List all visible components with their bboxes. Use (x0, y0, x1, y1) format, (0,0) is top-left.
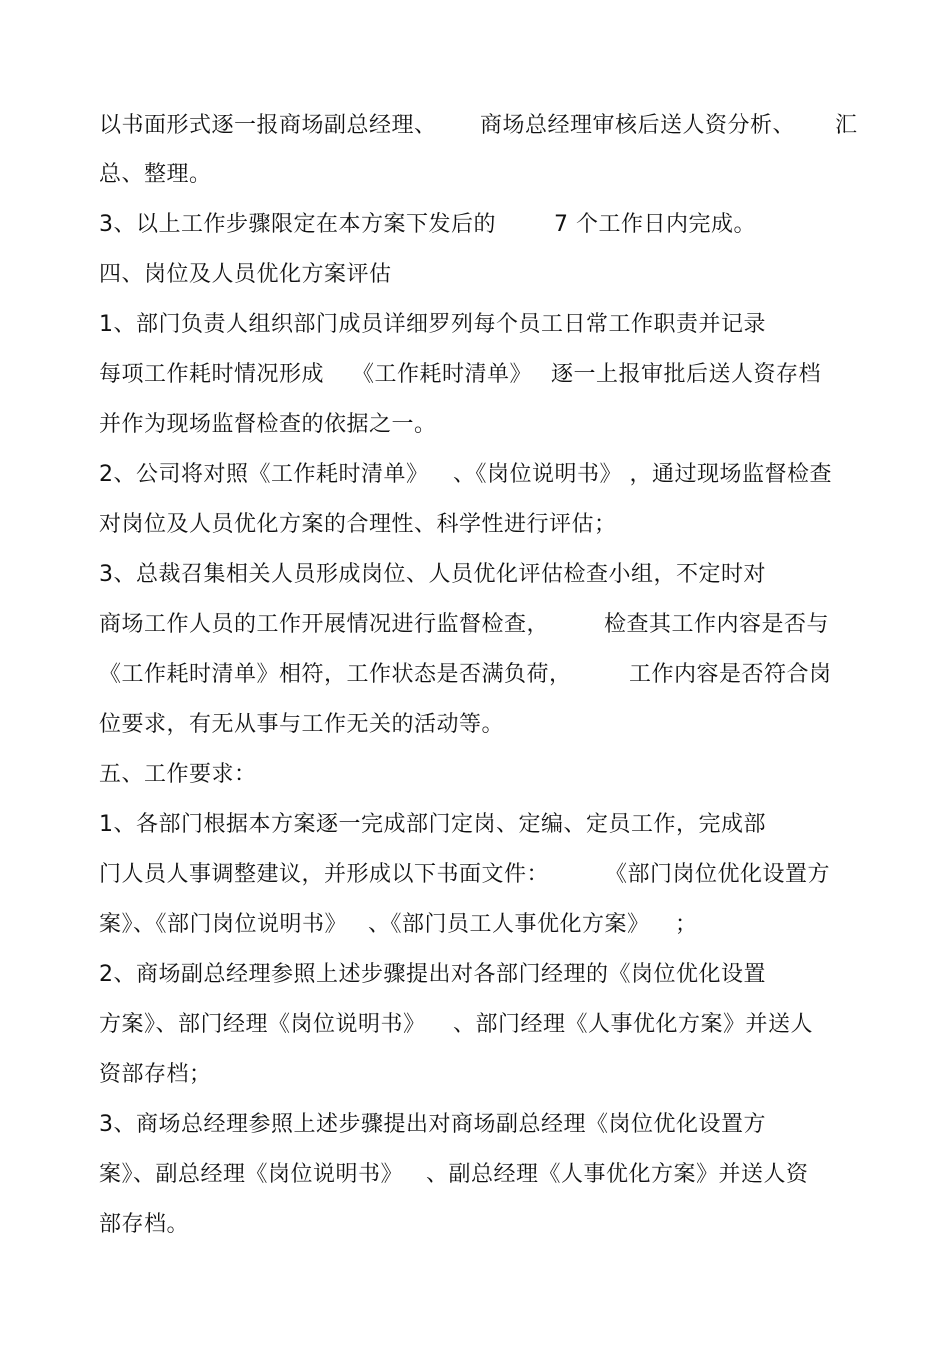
text-segment: 1、各部门根据本方案逐一完成部门定岗、定编、定员工作，完成部 (99, 812, 766, 837)
text-line-9 (99, 510, 617, 540)
text-segment: 资部存档； (99, 1062, 212, 1087)
text-segment: 检查其工作内容是否与 (604, 612, 830, 637)
text-segment: 部存档。 (99, 1212, 190, 1237)
section-heading (99, 260, 392, 290)
text-segment: 商场工作人员的工作开展情况进行监督检查， (99, 612, 550, 637)
text-segment: ； (675, 912, 698, 937)
text-line-11 (99, 610, 830, 640)
text-segment: 3、商场总经理参照上述步骤提出对商场副总经理《岗位优化设置方 (99, 1112, 766, 1137)
text-line-7 (99, 410, 437, 440)
text-segment: 7 个工作日内完成。 (554, 212, 756, 237)
text-line-2 (99, 160, 212, 190)
text-segment: 、《部门员工人事优化方案》 (368, 912, 650, 937)
text-line-10 (99, 560, 766, 590)
text-line-21 (99, 1110, 766, 1140)
text-segment: 1、部门负责人组织部门成员详细罗列每个员工日常工作职责并记录 (99, 312, 766, 337)
text-segment: 对岗位及人员优化方案的合理性、科学性进行评估； (99, 512, 617, 537)
text-segment: 以书面形式逐一报商场副总经理、 (99, 113, 437, 138)
text-line-18 (99, 960, 766, 990)
text-line-16 (99, 860, 831, 890)
text-line-19 (99, 1010, 814, 1040)
text-segment: 汇 (835, 113, 858, 138)
text-segment: 五、工作要求： (99, 762, 257, 787)
text-line-20 (99, 1060, 212, 1090)
text-segment: 2、商场副总经理参照上述步骤提出对各部门经理的《岗位优化设置 (99, 962, 766, 987)
text-segment: 方案》、部门经理《岗位说明书》 (99, 1012, 426, 1037)
text-line-23 (99, 1210, 190, 1240)
text-segment: 门人员人事调整建议，并形成以下书面文件： (99, 862, 550, 887)
text-segment: 案》、《部门岗位说明书》 (99, 912, 348, 937)
text-segment: 《工作耗时清单》 (352, 362, 533, 387)
text-segment: 2、公司将对照《工作耗时清单》 (99, 462, 429, 487)
text-line-17 (99, 910, 698, 940)
text-line-22 (99, 1160, 809, 1190)
text-segment: 、副总经理《人事优化方案》并送人资 (426, 1162, 809, 1187)
text-line-1 (99, 111, 858, 141)
text-segment: 总、整理。 (99, 162, 212, 187)
section-heading (99, 760, 257, 790)
text-segment: 工作内容是否符合岗 (629, 662, 832, 687)
text-segment: 《部门岗位优化设置方 (605, 862, 831, 887)
text-segment: 《工作耗时清单》相符，工作状态是否满负荷， (99, 662, 572, 687)
text-line-5 (99, 310, 766, 340)
text-segment: 商场总经理审核后送人资分析、 (480, 113, 796, 138)
text-line-13 (99, 710, 505, 740)
text-line-8 (99, 460, 832, 490)
text-segment: 位要求，有无从事与工作无关的活动等。 (99, 712, 505, 737)
text-line-6 (99, 360, 822, 390)
text-segment: 四、岗位及人员优化方案评估 (99, 262, 392, 287)
text-segment: 、部门经理《人事优化方案》并送人 (453, 1012, 814, 1037)
text-segment: 3、以上工作步骤限定在本方案下发后的 (99, 212, 496, 237)
text-line-3 (99, 210, 756, 240)
text-segment: 每项工作耗时情况形成 (99, 362, 325, 387)
text-segment: 并作为现场监督检查的依据之一。 (99, 412, 437, 437)
text-segment: 、《岗位说明书》 ，通过现场监督检查 (453, 462, 832, 487)
text-line-15 (99, 810, 766, 840)
text-segment: 案》、副总经理《岗位说明书》 (99, 1162, 404, 1187)
text-segment: 逐一上报审批后送人资存档 (551, 362, 822, 387)
text-segment: 3、总裁召集相关人员形成岗位、人员优化评估检查小组，不定时对 (99, 562, 766, 587)
text-line-12 (99, 660, 832, 690)
